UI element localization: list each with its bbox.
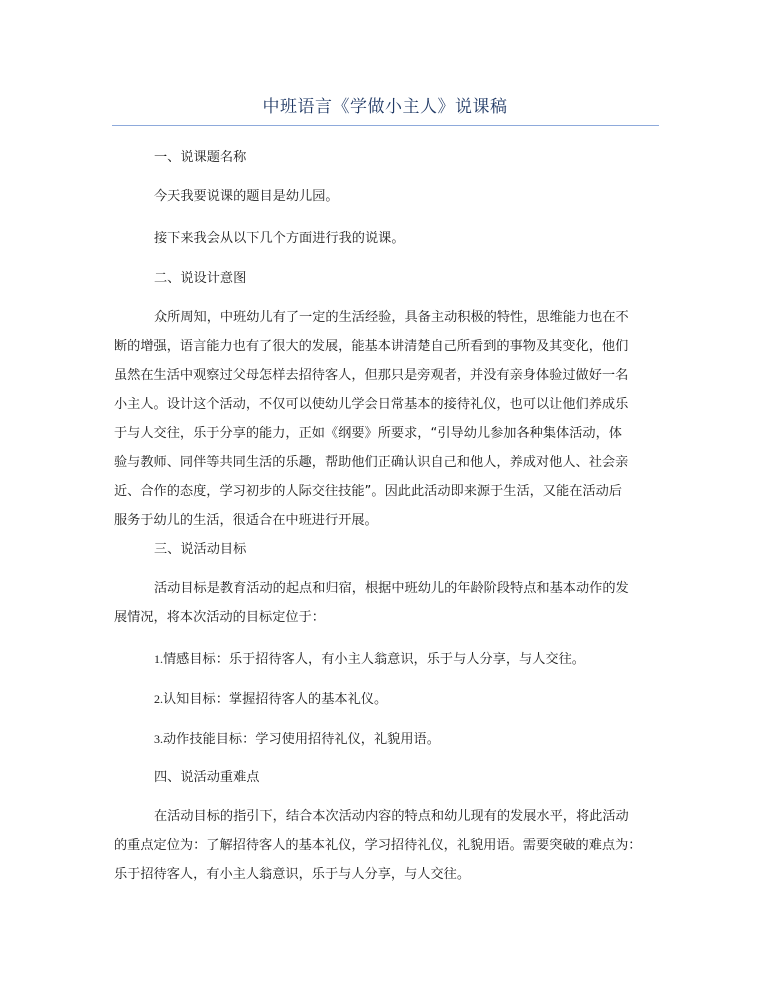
paragraph-design-intent (114, 309, 662, 541)
paragraph-line: 的重点定位为：了解招待客人的基本礼仪，学习招待礼仪，礼貌用语。需要突破的难点为： (114, 838, 642, 853)
document-title: 中班语言《学做小主人》说课稿 (262, 97, 508, 117)
section-heading-2: 二、说设计意图 (154, 271, 247, 286)
paragraph-topic: 今天我要说课的题目是幼儿园。 (154, 189, 339, 204)
paragraph-line: 于与人交往，乐于分享的能力，正如《纲要》所要求，“引导幼儿参加各种集体活动，体 (114, 426, 622, 441)
paragraph-line: 服务于幼儿的生活，很适合在中班进行开展。 (114, 513, 378, 528)
paragraph-line: 虽然在生活中观察过父母怎样去招待客人，但那只是旁观者，并没有亲身体验过做好一名 (114, 368, 629, 383)
paragraph-line: 展情况，将本次活动的目标定位于： (114, 610, 325, 625)
title-underline (112, 125, 659, 126)
goal-number: 1. (154, 652, 163, 666)
paragraph-line: 小主人。设计这个活动，不仅可以使幼儿学会日常基本的接待礼仪，也可以让他们养成乐 (114, 397, 629, 412)
goal-number: 2. (154, 692, 163, 706)
paragraph-line: 乐于招待客人，有小主人翁意识，乐于与人分享，与人交往。 (114, 867, 471, 882)
goal-text: 情感目标：乐于招待客人，有小主人翁意识，乐于与人分享，与人交往。 (163, 652, 585, 667)
paragraph-line: 验与教师、同伴等共同生活的乐趣，帮助他们正确认识自己和他人，养成对他人、社会亲 (114, 455, 629, 470)
paragraph-line: 众所周知，中班幼儿有了一定的生活经验，具备主动积极的特性，思维能力也在不 (154, 310, 629, 325)
paragraph-goals-intro (114, 580, 662, 638)
paragraph-line: 断的增强，语言能力也有了很大的发展，能基本讲清楚自己所看到的事物及其变化，他们 (114, 339, 629, 354)
goal-text: 动作技能目标：学习使用招待礼仪，礼貌用语。 (163, 732, 440, 747)
section-heading-1: 一、说课题名称 (154, 150, 247, 165)
paragraph-key-points (114, 808, 662, 895)
section-heading-3: 三、说活动目标 (154, 542, 247, 557)
paragraph-line: 活动目标是教育活动的起点和归宿，根据中班幼儿的年龄阶段特点和基本动作的发 (154, 581, 629, 596)
section-heading-4: 四、说活动重难点 (154, 770, 260, 785)
goal-number: 3. (154, 732, 163, 746)
goal-text: 认知目标：掌握招待客人的基本礼仪。 (163, 692, 388, 707)
paragraph-line: 近、合作的态度，学习初步的人际交往技能”。因此此活动即来源于生活，又能在活动后 (114, 484, 622, 499)
goal-item-1 (154, 650, 585, 669)
goal-item-2 (154, 690, 387, 709)
goal-item-3 (154, 730, 440, 749)
paragraph-line: 在活动目标的指引下，结合本次活动内容的特点和幼儿现有的发展水平，将此活动 (154, 809, 629, 824)
paragraph-intro: 接下来我会从以下几个方面进行我的说课。 (154, 231, 405, 246)
